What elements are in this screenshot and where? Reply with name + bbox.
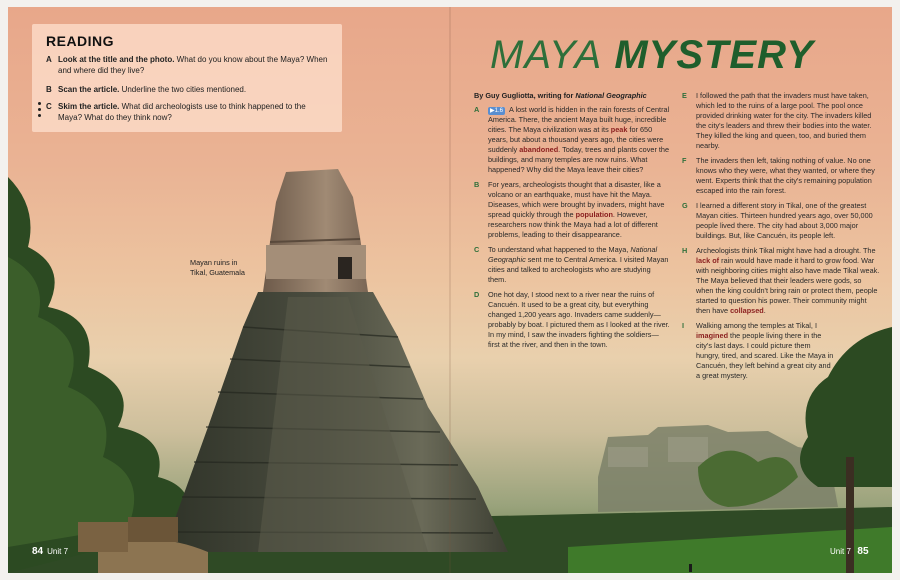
- page-title: MAYA MYSTERY: [490, 33, 814, 77]
- reading-box: [32, 24, 342, 132]
- page-gutter: [449, 7, 451, 573]
- textbook-spread: [8, 7, 892, 573]
- audio-icon[interactable]: ▶⁠1.6: [490, 108, 503, 114]
- article-column-1: [474, 105, 670, 355]
- paragraph-d: D One hot day, I stood next to a river near the ruins of Cancuén. It used to be a great city, but everything changed 1,200 years ago. Invaders came suddenly—probably by boat. I pictured them as I looked at the river. In my mind, I saw the invaders fighting the soldiers—first at the river, and then in the town.: [474, 290, 670, 349]
- folio-left: 84 Unit 7: [32, 546, 69, 557]
- temple-doorway: [338, 257, 352, 279]
- paragraph-e: E I followed the path that the invaders must have taken, which led to the ruins of a large pool. The pool once provided drinking water for the city. The invaders killed the city's leaders and threw their bodies into the water. They killed the king and queen, too, and buried them nearby.: [682, 91, 872, 150]
- paragraph-i: I Walking among the temples at Tikal, I imagined the people living there in the city's last days. I could picture them hungry, tired, and scared. Like the Maya in Cancuén, they left behind a great city and a great mystery.: [682, 321, 834, 380]
- paragraph-h: H Archeologists think Tikal might have had a drought. The lack of rain would have made it hard to grow food. War with neighboring cities might also have made Tikal weak. The Maya believed that their leaders were gods, so when the king couldn't bring rain or protect them, people started to question his power. Their community might then have collapsed.: [682, 246, 880, 315]
- article-column-2: [682, 91, 880, 386]
- paragraph-a: A ▶⁠1.6 A lost world is hidden in the rain forests of Central America. There, the ancient Maya built huge, incredible cities. The Maya civilization was at its peak for 650 years, but about a thousand years ago, the cities were suddenly abandoned. Today, trees and plants cover the buildings, and many temples are now ruins. What happened? Why did the Maya leave their cities?: [474, 105, 670, 174]
- paragraph-g: G I learned a different story in Tikal, one of the greatest Mayan cities. Thirteen hundred years ago, over 50,000 people lived there. The city had about 3,000 major buildings. But, like Cancuén, its people left.: [682, 201, 873, 240]
- task-b: B Scan the article. Underline the two cities mentioned.: [46, 85, 247, 94]
- photo-caption: Mayan ruins in Tikal, Guatemala: [190, 258, 245, 277]
- folio-right: Unit 7 85: [830, 546, 869, 557]
- task-a: A Look at the title and the photo. What do you know about the Maya? When and where did they live?: [46, 55, 328, 75]
- task-c: C Skim the article. What did archeologists use to think happened to the Maya? What do they think now?: [46, 102, 306, 122]
- byline: By Guy Gugliotta, writing for National Geographic: [474, 91, 647, 100]
- paragraph-c: C To understand what happened to the Maya, National Geographic sent me to Central America. I visited Mayan cities and talked to archeologists who are studying them.: [474, 245, 669, 284]
- paragraph-b: B For years, archeologists thought that a disaster, like a volcano or an earthquake, must have hit the Maya. Diseases, which were brought by invaders, might have spread quickly through the population. However, researchers now think the Maya had a lot of different problems, leading to their disappearance.: [474, 180, 665, 239]
- reading-heading: READING: [46, 33, 115, 49]
- dots-icon: [38, 102, 41, 120]
- paragraph-f: F The invaders then left, taking nothing of value. No one knows who they were, what they wanted, or where they went. Experts think that the city's remaining population escaped into the rain forest.: [682, 156, 875, 195]
